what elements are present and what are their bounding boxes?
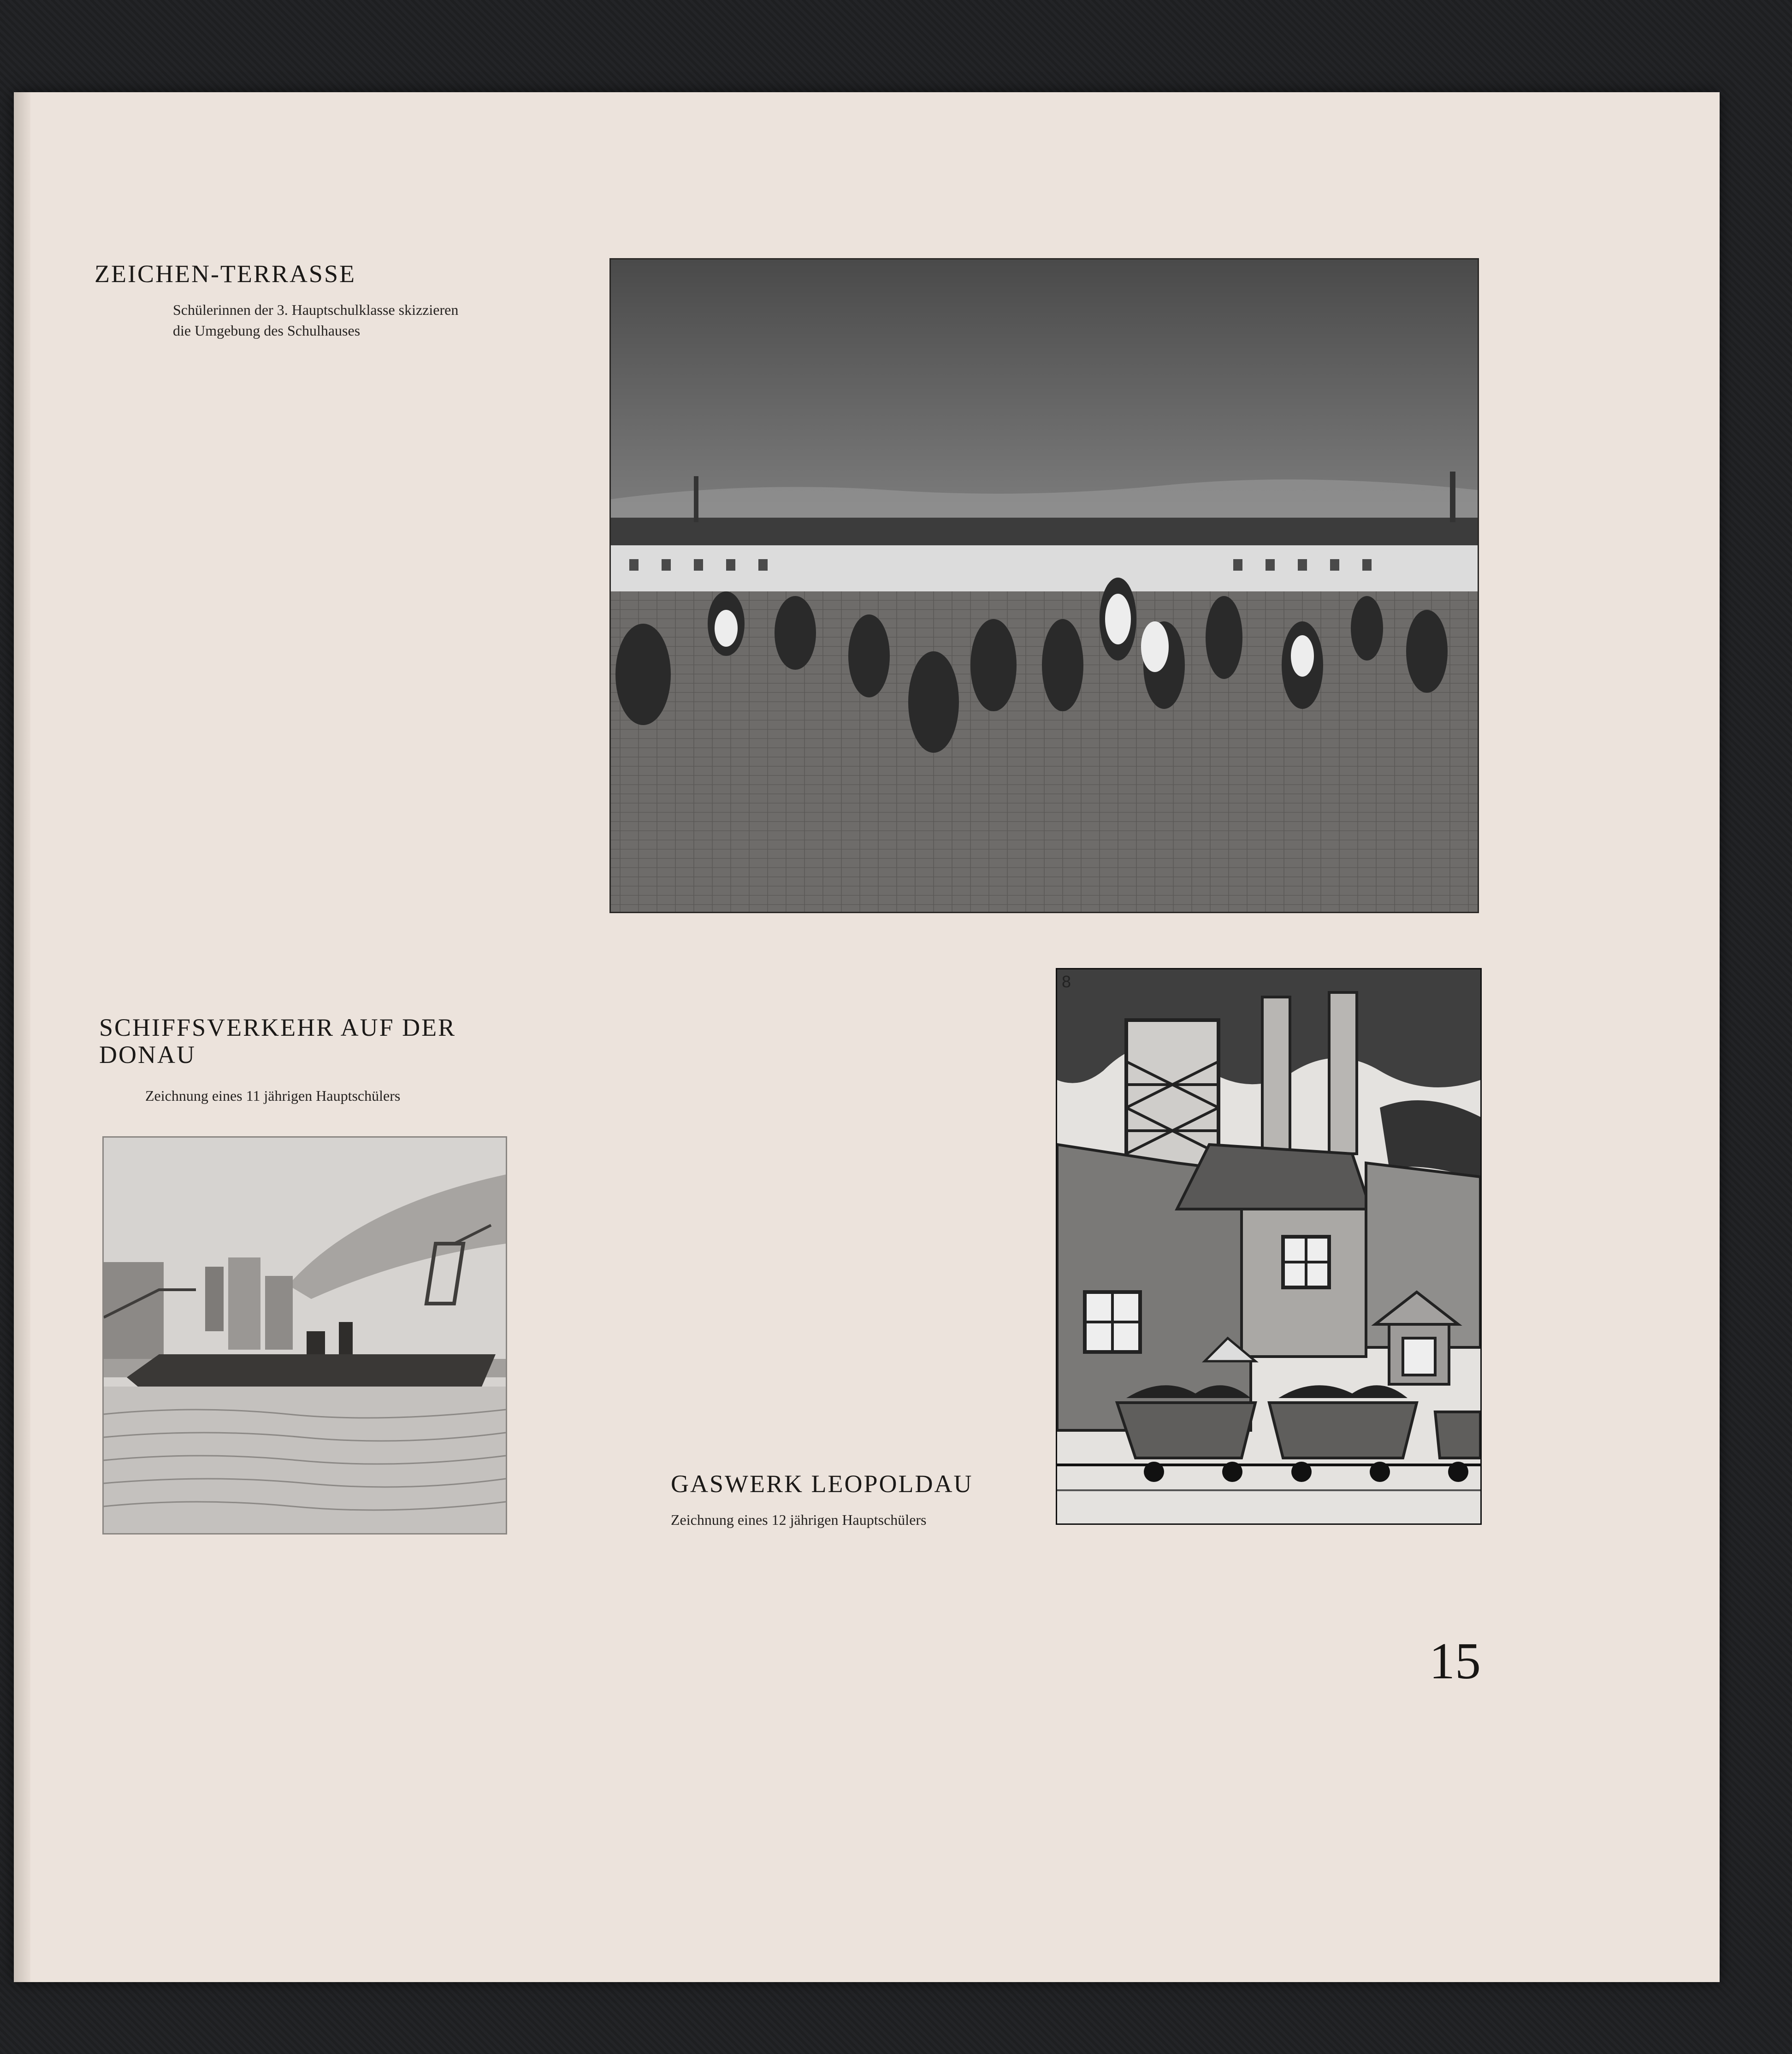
- terrace-caption: [173, 300, 458, 341]
- gasworks-title: GASWERK LEOPOLDAU: [671, 1470, 973, 1498]
- terrace-photo-image: [611, 260, 1478, 912]
- danube-title-line-1: SCHIFFSVERKEHR AUF DER: [99, 1014, 456, 1041]
- gasworks-drawing-number: 8: [1062, 972, 1071, 991]
- danube-title: [99, 1014, 456, 1069]
- gasworks-drawing-image: [1057, 969, 1480, 1523]
- terrace-photo: [609, 258, 1479, 913]
- terrace-caption-line-2: die Umgebung des Schulhauses: [173, 322, 361, 339]
- gasworks-drawing: [1056, 968, 1482, 1525]
- danube-caption: Zeichnung eines 11 jährigen Hauptschülers: [145, 1087, 401, 1104]
- page-spine: [14, 92, 30, 1982]
- terrace-caption-line-1: Schülerinnen der 3. Hauptschulklasse skizzieren: [173, 301, 459, 318]
- terrace-title: ZEICHEN-TERRASSE: [95, 260, 356, 288]
- danube-drawing: [102, 1136, 507, 1535]
- danube-drawing-image: [104, 1138, 506, 1533]
- danube-title-line-2: DONAU: [99, 1041, 196, 1069]
- page-number: 15: [1429, 1633, 1481, 1690]
- gasworks-caption: Zeichnung eines 12 jährigen Hauptschülers: [671, 1511, 927, 1528]
